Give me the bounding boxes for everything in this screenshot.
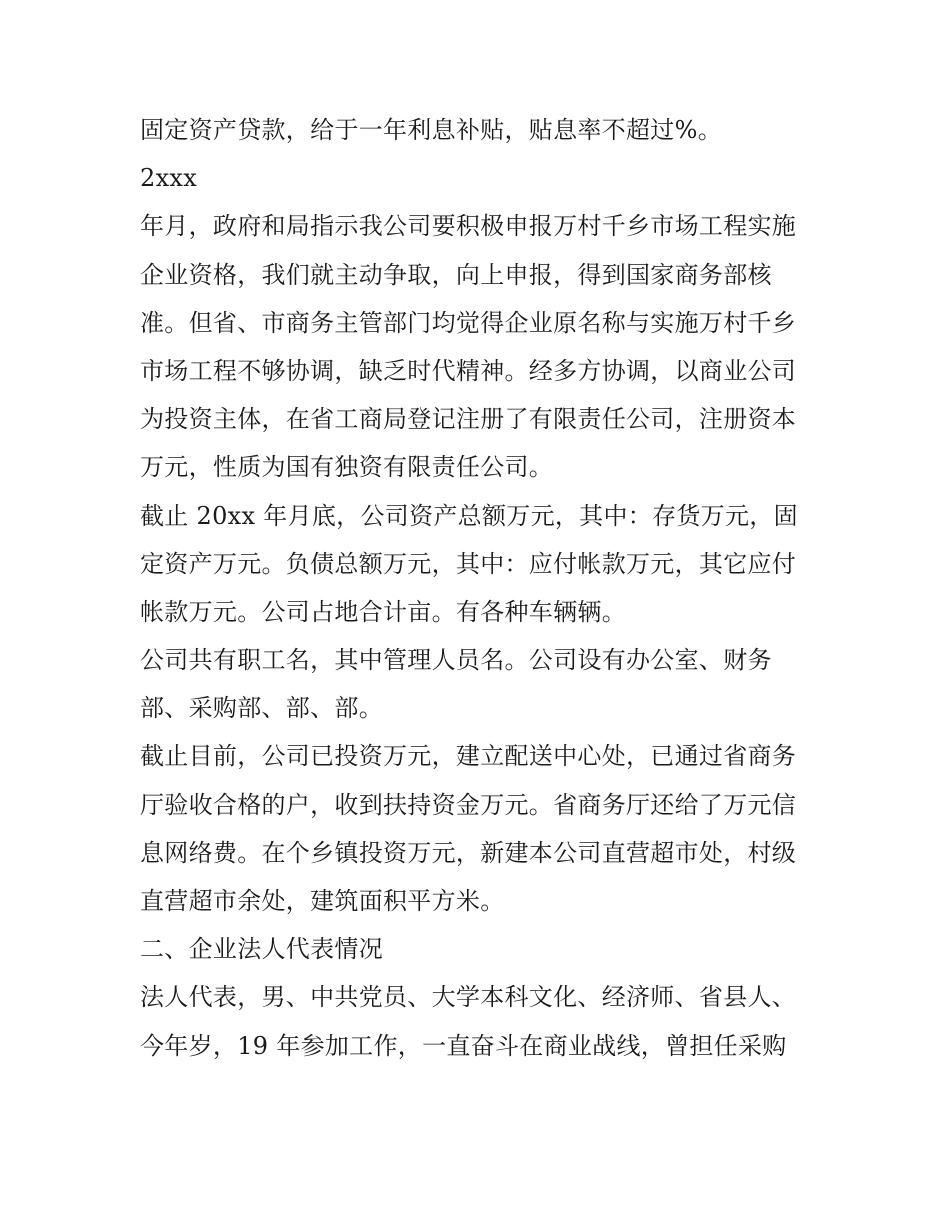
text-line: 二、企业法人代表情况 (140, 935, 383, 964)
text-line: 帐款万元。公司占地合计亩。有各种车辆辆。 (140, 597, 626, 626)
text-line: 2xxx (140, 164, 198, 193)
text-line: 万元，性质为国有独资有限责任公司。 (140, 453, 554, 482)
text-line: 截止 20xx 年月底，公司资产总额万元，其中：存货万元，固 (140, 501, 798, 530)
paragraph-fixed-asset-loan (140, 106, 820, 154)
text-line: 厅验收合格的户，收到扶持资金万元。省商务厅还给了万元信 (140, 790, 797, 819)
text-line: 市场工程不够协调，缺乏时代精神。经多方协调，以商业公司 (140, 356, 797, 385)
section-heading-legal-representative (140, 925, 820, 973)
text-line: 截止目前，公司已投资万元，建立配送中心处，已通过省商务 (140, 742, 797, 771)
paragraph-legal-representative (140, 973, 820, 1069)
document-page (140, 106, 820, 1070)
text-line: 企业资格，我们就主动争取，向上申报，得到国家商务部核 (140, 260, 772, 289)
text-line: 准。但省、市商务主管部门均觉得企业原名称与实施万村千乡 (140, 308, 797, 337)
paragraph-staff (140, 636, 820, 732)
paragraph-assets (140, 492, 820, 637)
text-line: 为投资主体，在省工商局登记注册了有限责任公司，注册资本 (140, 405, 797, 434)
text-line: 息网络费。在个乡镇投资万元，新建本公司直营超市处，村级 (140, 838, 797, 867)
paragraph-company-registration (140, 202, 820, 491)
text-line: 公司共有职工名，其中管理人员名。公司设有办公室、财务 (140, 646, 772, 675)
text-line: 年月，政府和局指示我公司要积极申报万村千乡市场工程实施 (140, 212, 797, 241)
text-line: 部、采购部、部、部。 (140, 694, 383, 723)
text-line: 直营超市余处，建筑面积平方米。 (140, 887, 505, 915)
text-line: 法人代表，男、中共党员、大学本科文化、经济师、省县人、 (140, 983, 797, 1012)
paragraph-year-fragment (140, 154, 820, 202)
paragraph-investment (140, 732, 820, 925)
text-line: 今年岁，19 年参加工作，一直奋斗在商业战线，曾担任采购 (140, 1031, 787, 1060)
text-line: 定资产万元。负债总额万元，其中：应付帐款万元，其它应付 (140, 549, 797, 578)
text-line: 固定资产贷款，给于一年利息补贴，贴息率不超过%。 (140, 116, 723, 144)
